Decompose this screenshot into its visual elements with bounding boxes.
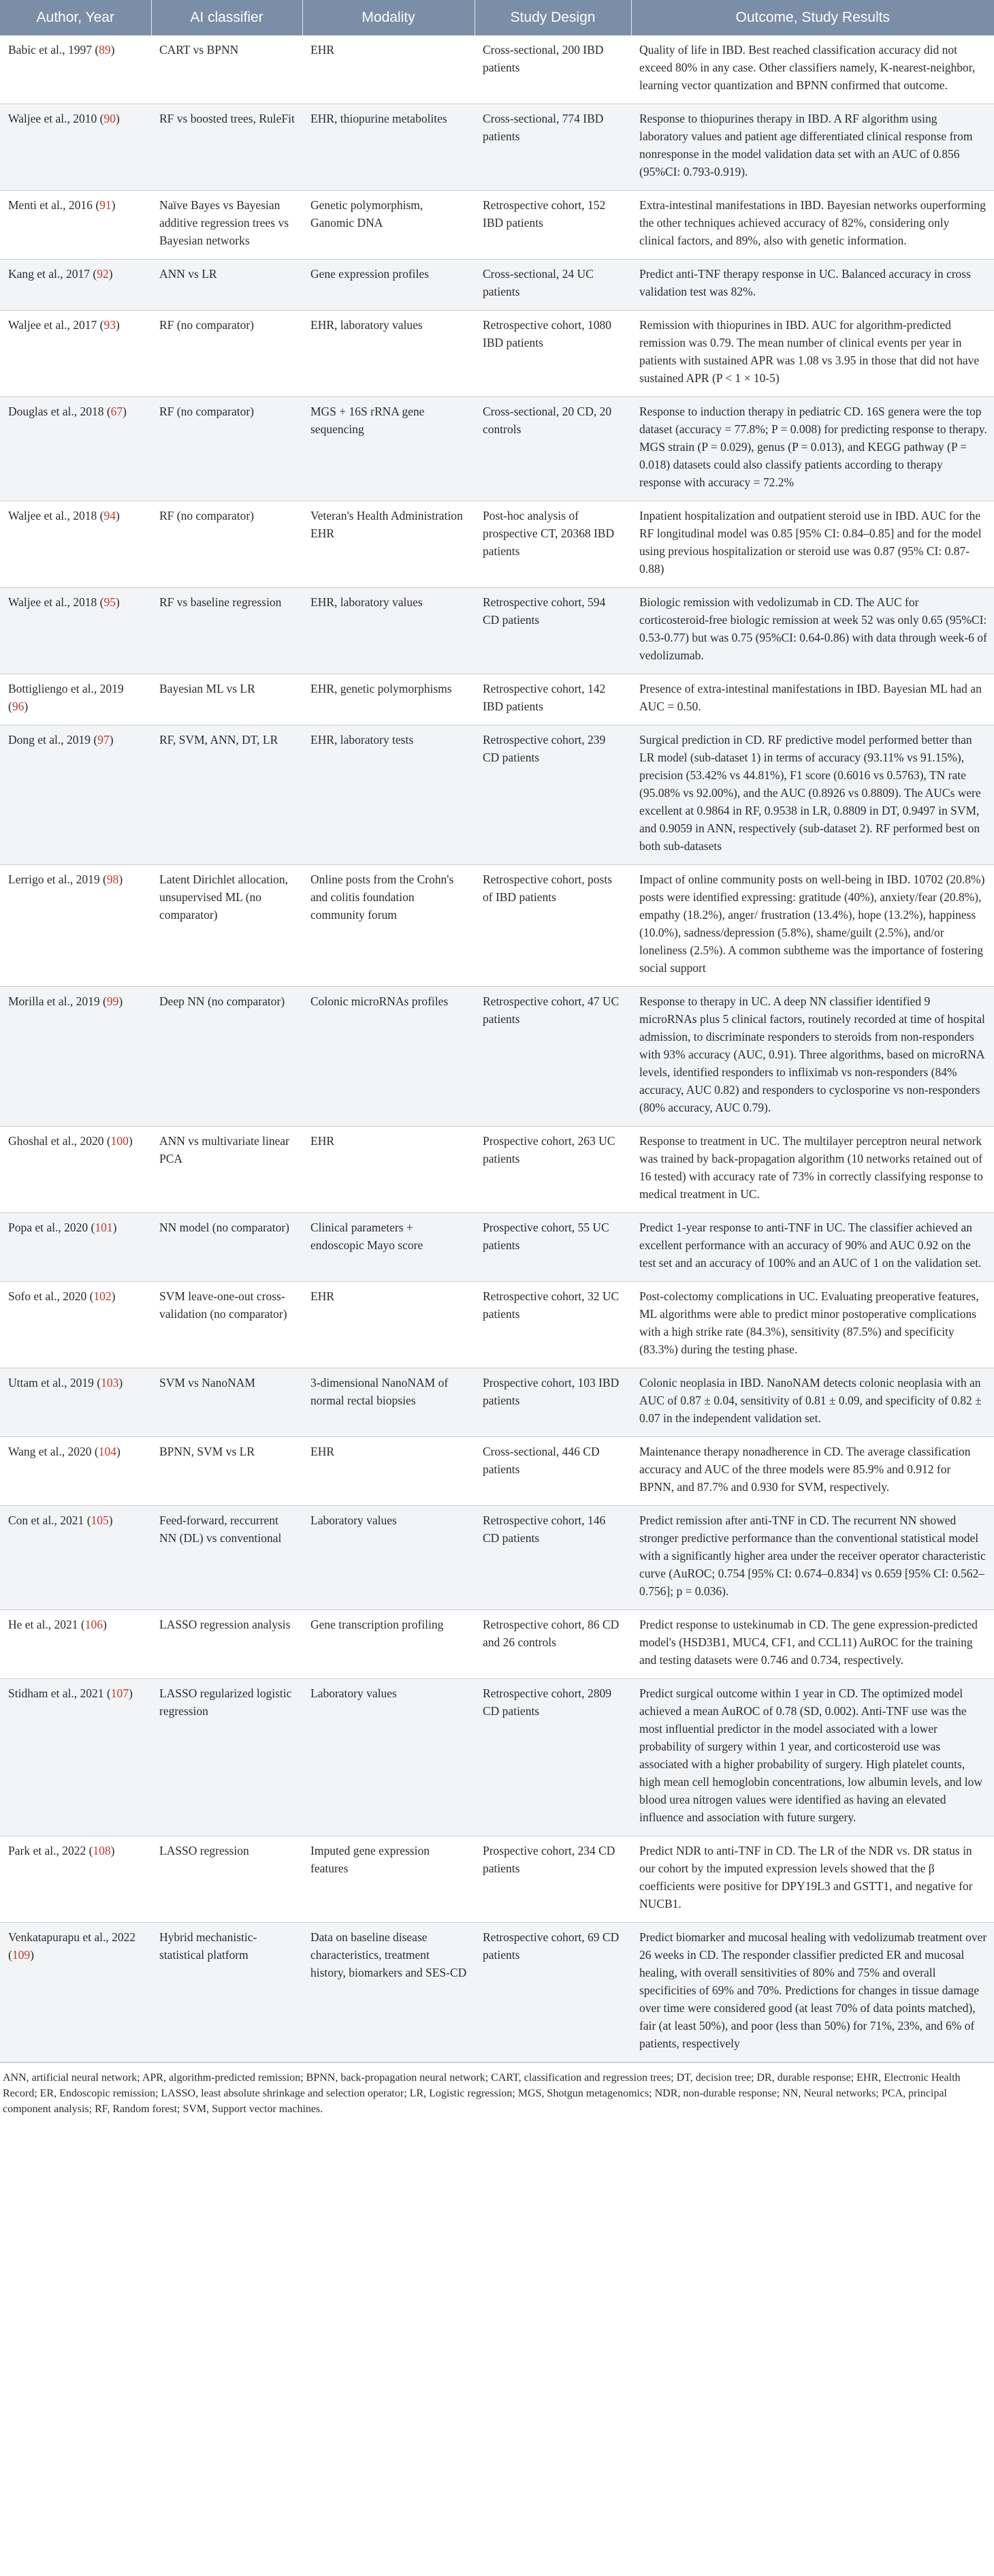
author-text: Sofo et al., 2020 (8, 1289, 87, 1303)
author-text: He et al., 2021 (8, 1618, 78, 1631)
author-text: Menti et al., 2016 (8, 198, 93, 212)
cell-ai-classifier: LASSO regularized logistic regression (151, 1679, 302, 1836)
cell-study-design: Prospective cohort, 263 UC patients (475, 1127, 631, 1213)
cell-modality: Colonic microRNAs profiles (302, 987, 475, 1127)
cell-ai-classifier: ANN vs multivariate linear PCA (151, 1127, 302, 1213)
cell-study-design: Cross-sectional, 20 CD, 20 controls (475, 397, 631, 501)
cell-author-year: Con et al., 2021 (105) (0, 1506, 151, 1610)
cell-outcome: Remission with thiopurines in IBD. AUC for algorithm-predicted remission was 0.79. The mean number of clinical events per year in patients with sustained APR was 1.08 vs 3.95 in those that did not have sustained APR (P < 1 × 10-5) (631, 311, 994, 397)
table-row (0, 987, 994, 1127)
cell-modality: Online posts from the Crohn's and colitis foundation community forum (302, 865, 475, 987)
author-text: Popa et al., 2020 (8, 1221, 89, 1234)
cell-study-design: Prospective cohort, 103 IBD patients (475, 1368, 631, 1437)
cell-author-year: Waljee et al., 2018 (95) (0, 588, 151, 674)
cell-modality: EHR (302, 1127, 475, 1213)
cell-author-year: Douglas et al., 2018 (67) (0, 397, 151, 501)
table-row (0, 725, 994, 865)
table-row (0, 104, 994, 191)
cell-study-design: Retrospective cohort, 1080 IBD patients (475, 311, 631, 397)
cell-modality: EHR (302, 35, 475, 104)
cell-author-year: Babic et al., 1997 (89) (0, 35, 151, 104)
table-body (0, 35, 994, 2062)
cell-author-year: Park et al., 2022 (108) (0, 1836, 151, 1923)
table-row (0, 865, 994, 987)
cell-ai-classifier: Feed-forward, reccurrent NN (DL) vs conventional (151, 1506, 302, 1610)
author-text: Con et al., 2021 (8, 1513, 84, 1527)
cell-modality: EHR, thiopurine metabolites (302, 104, 475, 191)
cell-modality: EHR, laboratory values (302, 588, 475, 674)
cell-outcome: Predict response to ustekinumab in CD. The gene expression-predicted model's (HSD3B1, MUC4, CF1, and CCL11) AuROC for the training and testing datasets were 0.746 and 0.734, respectively. (631, 1610, 994, 1679)
reference-link[interactable]: 106 (84, 1618, 103, 1631)
cell-study-design: Prospective cohort, 55 UC patients (475, 1213, 631, 1282)
cell-outcome: Biologic remission with vedolizumab in CD. The AUC for corticosteroid-free biologic remission at week 52 was only 0.65 (95%CI: 0.53-0.77) but was 0.75 (95%CI: 0.64-0.86) with data through week-6 of vedolizumab. (631, 588, 994, 674)
reference-link[interactable]: 98 (106, 873, 119, 886)
cell-ai-classifier: Latent Dirichlet allocation, unsupervised ML (no comparator) (151, 865, 302, 987)
cell-ai-classifier: LASSO regression analysis (151, 1610, 302, 1679)
cell-author-year: Ghoshal et al., 2020 (100) (0, 1127, 151, 1213)
cell-outcome: Predict biomarker and mucosal healing with vedolizumab treatment over 26 weeks in CD. The responder classifier predicted ER and mucosal healing, with overall sensitivities of 80% and 75% and overall specificities of 69% and 70%. Predictions for changes in tissue damage over time were considered good (at least 70% of data points matched), fair (at least 50%), and poor (less than 50%) for 71%, 23%, and 6% of patients, respectively (631, 1923, 994, 2062)
cell-outcome: Predict anti-TNF therapy response in UC. Balanced accuracy in cross validation test was 82%. (631, 260, 994, 311)
reference-link[interactable]: 107 (110, 1686, 129, 1700)
cell-author-year: Waljee et al., 2010 (90) (0, 104, 151, 191)
cell-modality: EHR (302, 1437, 475, 1506)
cell-author-year: Morilla et al., 2019 (99) (0, 987, 151, 1127)
author-text: Wang et al., 2020 (8, 1445, 92, 1458)
cell-ai-classifier: CART vs BPNN (151, 35, 302, 104)
header-ai-classifier: AI classifier (151, 0, 302, 35)
cell-ai-classifier: ANN vs LR (151, 260, 302, 311)
author-text: Dong et al., 2019 (8, 733, 91, 747)
cell-author-year: He et al., 2021 (106) (0, 1610, 151, 1679)
cell-modality: EHR, genetic polymorphisms (302, 674, 475, 725)
reference-link[interactable]: 93 (103, 318, 116, 332)
cell-outcome: Inpatient hospitalization and outpatient steroid use in IBD. AUC for the RF longitudinal model was 0.85 [95% CI: 0.84–0.85] and for the model using previous hospitalization or steroid use was 0.87 (95% CI: 0.87-0.88) (631, 501, 994, 588)
reference-link[interactable]: 96 (12, 700, 25, 713)
reference-link[interactable]: 89 (99, 43, 111, 57)
cell-study-design: Retrospective cohort, posts of IBD patients (475, 865, 631, 987)
table-row (0, 1437, 994, 1506)
cell-author-year: Menti et al., 2016 (91) (0, 191, 151, 260)
table-row (0, 35, 994, 104)
header-outcome: Outcome, Study Results (631, 0, 994, 35)
cell-author-year: Lerrigo et al., 2019 (98) (0, 865, 151, 987)
cell-study-design: Retrospective cohort, 2809 CD patients (475, 1679, 631, 1836)
cell-modality: Laboratory values (302, 1506, 475, 1610)
cell-outcome: Response to induction therapy in pediatric CD. 16S genera were the top dataset (accuracy = 77.8%; P = 0.008) for predicting response to therapy. MGS strain (P = 0.029), genus (P = 0.013), and KEGG pathway (P = 0.018) datasets could also classify patients according to therapy response with accuracy = 72.2% (631, 397, 994, 501)
cell-ai-classifier: Deep NN (no comparator) (151, 987, 302, 1127)
cell-outcome: Surgical prediction in CD. RF predictive model performed better than LR model (sub-dataset 1) in terms of accuracy (93.11% vs 91.15%), precision (53.42% vs 44.81%), F1 score (0.6016 vs 0.5763), TN rate (95.08% vs 92.00%), and the AUC (0.8926 vs 0.8809). The AUCs were excellent at 0.9864 in RF, 0.9538 in LR, 0.8809 in DT, 0.9497 in SVM, and 0.9059 in ANN, respectively (sub-dataset 2). RF performed best on both sub-datasets (631, 725, 994, 865)
reference-link[interactable]: 102 (93, 1289, 112, 1303)
header-author-year: Author, Year (0, 0, 151, 35)
cell-ai-classifier: RF (no comparator) (151, 501, 302, 588)
cell-outcome: Response to therapy in UC. A deep NN classifier identified 9 microRNAs plus 5 clinical factors, routinely recorded at time of hospital admission, to discriminate responders to steroids from non-responders with 93% accuracy (AUC, 0.91). Three algorithms, based on microRNA levels, identified responders to infliximab vs non-responders (84% accuracy, AUC 0.82) and responders to cyclosporine vs non-responders (80% accuracy, AUC 0.79). (631, 987, 994, 1127)
cell-ai-classifier: Bayesian ML vs LR (151, 674, 302, 725)
table-row (0, 311, 994, 397)
author-text: Bottigliengo et al., 2019 (8, 682, 124, 695)
table-footnote: ANN, artificial neural network; APR, algorithm-predicted remission; BPNN, back-propagation neural network; CART, classification and regression trees; DT, decision tree; DR, durable response; EHR, Electronic Health Record; ER, Endoscopic remission; LASSO, least absolute shrinkage and selection operator; LR, Logistic regression; MGS, Shotgun metagenomics; NDR, non-durable response; NN, Neural networks; PCA, principal component analysis; RF, Random forest; SVM, Support vector machines. (0, 2062, 994, 2117)
author-text: Kang et al., 2017 (8, 267, 91, 281)
cell-study-design: Retrospective cohort, 146 CD patients (475, 1506, 631, 1610)
author-text: Uttam et al., 2019 (8, 1376, 94, 1389)
reference-link[interactable]: 100 (110, 1134, 129, 1148)
cell-ai-classifier: RF (no comparator) (151, 397, 302, 501)
cell-outcome: Extra-intestinal manifestations in IBD. Bayesian networks ouperforming the other techniques achieved accuracy of 82%, considering only clinical factors, and 89%, also with genetic information. (631, 191, 994, 260)
cell-outcome: Response to thiopurines therapy in IBD. A RF algorithm using laboratory values and patient age differentiated clinical response from nonresponse in the model validation data set with an AUC of 0.856 (95%CI: 0.793-0.919). (631, 104, 994, 191)
cell-ai-classifier: NN model (no comparator) (151, 1213, 302, 1282)
cell-study-design: Retrospective cohort, 152 IBD patients (475, 191, 631, 260)
reference-link[interactable]: 95 (103, 595, 116, 609)
cell-ai-classifier: Hybrid mechanistic-statistical platform (151, 1923, 302, 2062)
reference-link[interactable]: 97 (97, 733, 110, 747)
cell-outcome: Predict NDR to anti-TNF in CD. The LR of the NDR vs. DR status in our cohort by the imputed expression levels showed that the β coefficients were positive for DPY19L3 and GSTT1, and negative for NUCB1. (631, 1836, 994, 1923)
cell-outcome: Impact of online community posts on well-being in IBD. 10702 (20.8%) posts were identified expressing: gratitude (40%), anxiety/fear (20.8%), empathy (18.2%), anger/ frustration (13.4%), hope (13.2%), happiness (10.0%), sadness/depression (5.8%), shame/guilt (2.5%), and/or loneliness (2.5%). A common subtheme was the importance of fostering social support (631, 865, 994, 987)
cell-study-design: Retrospective cohort, 142 IBD patients (475, 674, 631, 725)
cell-ai-classifier: SVM vs NanoNAM (151, 1368, 302, 1437)
cell-author-year: Uttam et al., 2019 (103) (0, 1368, 151, 1437)
table-row (0, 1282, 994, 1368)
reference-link[interactable]: 103 (101, 1376, 119, 1389)
table-row (0, 588, 994, 674)
reference-link[interactable]: 94 (103, 509, 116, 522)
cell-outcome: Predict remission after anti-TNF in CD. The recurrent NN showed stronger predictive performance than the conventional statistical model with a significantly higher area under the receiver operator characteristic curve (AuROC; 0.754 [95% CI: 0.674–0.834] vs 0.659 [95% CI: 0.562–0.756]; p = 0.036). (631, 1506, 994, 1610)
cell-modality: MGS + 16S rRNA gene sequencing (302, 397, 475, 501)
table-row (0, 501, 994, 588)
cell-author-year: Stidham et al., 2021 (107) (0, 1679, 151, 1836)
author-text: Waljee et al., 2010 (8, 112, 97, 125)
table-row (0, 1506, 994, 1610)
table-row (0, 260, 994, 311)
table-row (0, 674, 994, 725)
reference-link[interactable]: 67 (110, 405, 123, 418)
author-text: Ghoshal et al., 2020 (8, 1134, 104, 1148)
table-row (0, 1679, 994, 1836)
cell-study-design: Cross-sectional, 774 IBD patients (475, 104, 631, 191)
cell-author-year: Waljee et al., 2018 (94) (0, 501, 151, 588)
cell-ai-classifier: RF, SVM, ANN, DT, LR (151, 725, 302, 865)
cell-modality: Laboratory values (302, 1679, 475, 1836)
cell-outcome: Response to treatment in UC. The multilayer perceptron neural network was trained by back-propagation algorithm (10 networks retained out of 16 tested) with accuracy rate of 73% in correctly classifying response to medical treatment in UC. (631, 1127, 994, 1213)
cell-study-design: Cross-sectional, 446 CD patients (475, 1437, 631, 1506)
cell-author-year: Dong et al., 2019 (97) (0, 725, 151, 865)
author-text: Douglas et al., 2018 (8, 405, 104, 418)
cell-modality: EHR, laboratory values (302, 311, 475, 397)
cell-modality: Imputed gene expression features (302, 1836, 475, 1923)
cell-author-year: Waljee et al., 2017 (93) (0, 311, 151, 397)
cell-author-year: Sofo et al., 2020 (102) (0, 1282, 151, 1368)
cell-study-design: Retrospective cohort, 86 CD and 26 controls (475, 1610, 631, 1679)
reference-link[interactable]: 109 (12, 1948, 31, 1962)
table-row (0, 1836, 994, 1923)
table-row (0, 1368, 994, 1437)
cell-author-year: Kang et al., 2017 (92) (0, 260, 151, 311)
cell-study-design: Cross-sectional, 24 UC patients (475, 260, 631, 311)
table-header (0, 0, 994, 35)
cell-outcome: Post-colectomy complications in UC. Evaluating preoperative features, ML algorithms were able to predict minor postoperative complications with a high strike rate (84.3%), sensitivity (87.5%) and specificity (83.3%) during the testing phase. (631, 1282, 994, 1368)
cell-study-design: Prospective cohort, 234 CD patients (475, 1836, 631, 1923)
cell-ai-classifier: RF (no comparator) (151, 311, 302, 397)
cell-author-year: Bottigliengo et al., 2019 (96) (0, 674, 151, 725)
reference-link[interactable]: 92 (97, 267, 109, 281)
reference-link[interactable]: 108 (93, 1844, 111, 1857)
author-text: Venkatapurapu et al., 2022 (8, 1930, 136, 1944)
author-text: Morilla et al., 2019 (8, 994, 100, 1008)
cell-modality: EHR (302, 1282, 475, 1368)
cell-study-design: Retrospective cohort, 47 UC patients (475, 987, 631, 1127)
reference-link[interactable]: 99 (106, 994, 119, 1008)
cell-modality: 3-dimensional NanoNAM of normal rectal biopsies (302, 1368, 475, 1437)
table-row (0, 397, 994, 501)
cell-outcome: Quality of life in IBD. Best reached classification accuracy did not exceed 80% in any case. Other classifiers namely, K-nearest-neighbor, learning vector quantization and BPNN confirmed that outcome. (631, 35, 994, 104)
cell-outcome: Presence of extra-intestinal manifestations in IBD. Bayesian ML had an AUC = 0.50. (631, 674, 994, 725)
author-text: Waljee et al., 2018 (8, 509, 97, 522)
cell-outcome: Colonic neoplasia in IBD. NanoNAM detects colonic neoplasia with an AUC of 0.87 ± 0.04, sensitivity of 0.81 ± 0.09, and specificity of 0.82 ± 0.07 in the independent validation set. (631, 1368, 994, 1437)
reference-link[interactable]: 101 (95, 1221, 113, 1234)
cell-modality: Gene transcription profiling (302, 1610, 475, 1679)
cell-ai-classifier: Naïve Bayes vs Bayesian additive regression trees vs Bayesian networks (151, 191, 302, 260)
cell-modality: Data on baseline disease characteristics, treatment history, biomarkers and SES-CD (302, 1923, 475, 2062)
cell-study-design: Retrospective cohort, 32 UC patients (475, 1282, 631, 1368)
reference-link[interactable]: 90 (103, 112, 116, 125)
cell-ai-classifier: SVM leave-one-out cross-validation (no comparator) (151, 1282, 302, 1368)
cell-author-year: Wang et al., 2020 (104) (0, 1437, 151, 1506)
cell-modality: Genetic polymorphism, Ganomic DNA (302, 191, 475, 260)
table-row (0, 1923, 994, 2062)
author-text: Babic et al., 1997 (8, 43, 92, 57)
cell-ai-classifier: LASSO regression (151, 1836, 302, 1923)
table-row (0, 1127, 994, 1213)
reference-link[interactable]: 91 (99, 198, 112, 212)
cell-modality: Veteran's Health Administration EHR (302, 501, 475, 588)
cell-author-year: Popa et al., 2020 (101) (0, 1213, 151, 1282)
author-text: Lerrigo et al., 2019 (8, 873, 100, 886)
header-study-design: Study Design (475, 0, 631, 35)
table-row (0, 1213, 994, 1282)
cell-modality: EHR, laboratory tests (302, 725, 475, 865)
cell-study-design: Cross-sectional, 200 IBD patients (475, 35, 631, 104)
author-text: Park et al., 2022 (8, 1844, 86, 1857)
cell-study-design: Retrospective cohort, 594 CD patients (475, 588, 631, 674)
cell-study-design: Retrospective cohort, 69 CD patients (475, 1923, 631, 2062)
cell-ai-classifier: RF vs boosted trees, RuleFit (151, 104, 302, 191)
table-row (0, 1610, 994, 1679)
table-row (0, 191, 994, 260)
cell-modality: Clinical parameters + endoscopic Mayo score (302, 1213, 475, 1282)
cell-author-year: Venkatapurapu et al., 2022 (109) (0, 1923, 151, 2062)
header-modality: Modality (302, 0, 475, 35)
cell-ai-classifier: RF vs baseline regression (151, 588, 302, 674)
cell-ai-classifier: BPNN, SVM vs LR (151, 1437, 302, 1506)
cell-modality: Gene expression profiles (302, 260, 475, 311)
cell-study-design: Retrospective cohort, 239 CD patients (475, 725, 631, 865)
cell-outcome: Predict 1-year response to anti-TNF in UC. The classifier achieved an excellent performance with an accuracy of 90% and AUC 0.92 on the test set and an accuracy of 100% and an AUC of 1 on the validation set. (631, 1213, 994, 1282)
reference-link[interactable]: 105 (91, 1513, 109, 1527)
reference-link[interactable]: 104 (98, 1445, 116, 1458)
cell-study-design: Post-hoc analysis of prospective CT, 20368 IBD patients (475, 501, 631, 588)
author-text: Stidham et al., 2021 (8, 1686, 104, 1700)
cell-outcome: Maintenance therapy nonadherence in CD. The average classification accuracy and AUC of the three models were 85.9% and 0.912 for BPNN, and 87.7% and 0.930 for SVM, respectively. (631, 1437, 994, 1506)
author-text: Waljee et al., 2017 (8, 318, 97, 332)
author-text: Waljee et al., 2018 (8, 595, 97, 609)
cell-outcome: Predict surgical outcome within 1 year in CD. The optimized model achieved a mean AuROC of 0.78 (SD, 0.002). Anti-TNF use was the most influential predictor in the model associated with a lower probability of surgery within 1 year, and corticosteroid use was associated with a higher probability of surgery. High platelet counts, high mean cell hemoglobin concentrations, low albumin levels, and low blood urea nitrogen values were identified as having an elevated influence and association with future surgery. (631, 1679, 994, 1836)
